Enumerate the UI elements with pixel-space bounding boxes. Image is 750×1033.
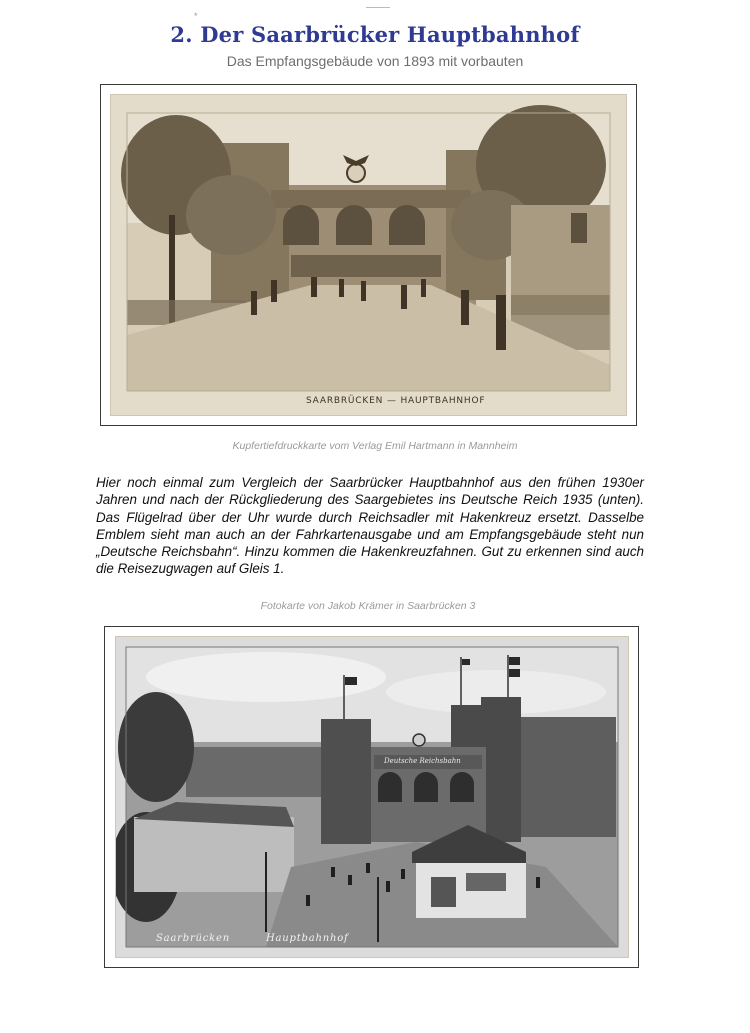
body-paragraph: Hier noch einmal zum Vergleich der Saarbrücker Hauptbahnhof aus den frühen 1930er Jahren und nach der Rückgliederung des Saargebietes ins Deutsche Reich 1935 (unten). Das Flügelrad über der Uhr wurde durch Reichsadler mit Hakenkreuz ersetzt. Dasselbe Emblem sieht man auch an der Fahrkartenausgabe und am Empfangsgebäude steht nun „Deutsche Reichsbahn“. Hinzu kommen die Hakenkreuzfahnen. Gut zu erkennen sind auch die Reisezugwagen auf Gleis 1.: [96, 475, 644, 577]
postcard-frame-top: [100, 84, 637, 426]
page-title: 2. Der Saarbrücker Hauptbahnhof: [170, 22, 580, 47]
postcard-top-caption-left: SAARBRÜCKEN: [306, 396, 384, 406]
postcard-bottom-caption-left: Saarbrücken: [156, 933, 230, 944]
postcard-bottom-credit: Fotokarte von Jakob Krämer in Saarbrücken 3: [260, 600, 476, 612]
stray-mark: *: [194, 11, 198, 21]
postcard-top-photo: [111, 95, 626, 415]
postcard-bottom-caption-right: Hauptbahnhof: [266, 933, 349, 944]
postcard-bottom-photo: [116, 637, 628, 957]
postcard-bottom: [116, 637, 628, 957]
station-sign: Deutsche Reichsbahn: [384, 757, 461, 765]
stray-line: [366, 7, 390, 8]
postcard-frame-bottom: [104, 626, 639, 968]
page-subtitle: Das Empfangsgebäude von 1893 mit vorbauten: [226, 53, 524, 69]
postcard-top-credit: Kupfertiefdruckkarte vom Verlag Emil Hartmann in Mannheim: [232, 440, 518, 452]
postcard-top-caption-right: — HAUPTBAHNHOF: [387, 396, 486, 406]
postcard-top: [111, 95, 626, 415]
